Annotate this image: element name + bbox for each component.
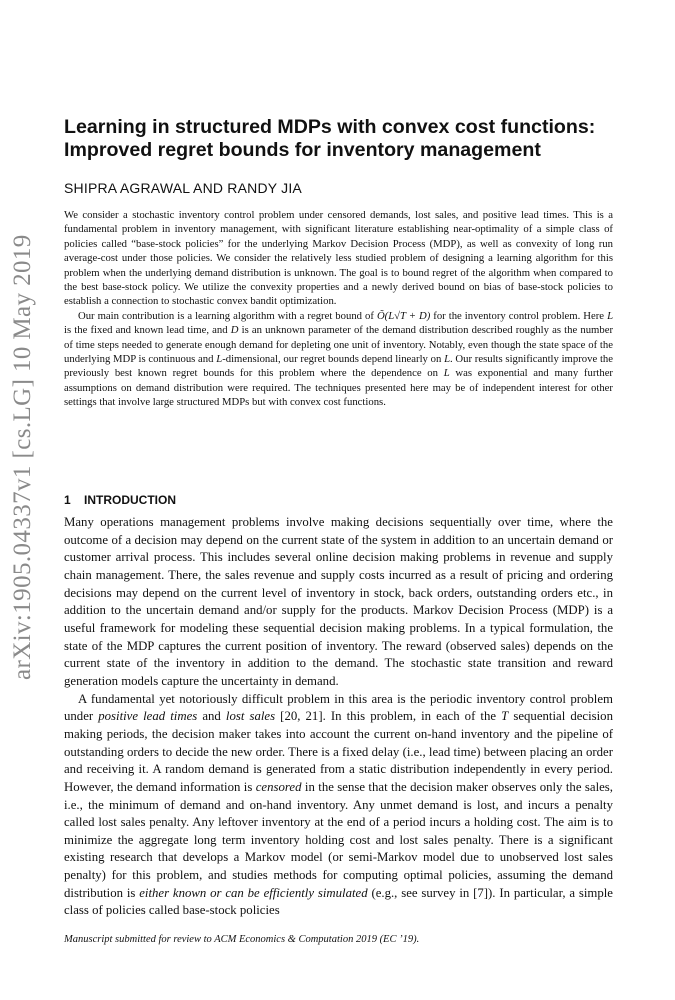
section-number: 1 <box>64 493 71 507</box>
introduction-body <box>64 514 613 920</box>
abstract-text: for the inventory control problem. Here <box>430 309 608 322</box>
math-symbol: L <box>607 309 614 322</box>
body-text: (e.g., see survey in [7]). In particular, a simple class of policies called base-stock policies <box>64 885 613 918</box>
body-text: [20, 21]. In this problem, in each of the <box>275 709 502 724</box>
abstract-text: was exponential and many further assumptions on demand distribution were required. The techniques presented here may be of independent interest for other settings that involve large structured MDPs but with convex cost functions. <box>64 367 613 409</box>
arxiv-identifier[interactable]: arXiv:1905.04337v1 [cs.LG] 10 May 2019 <box>9 234 36 680</box>
body-text: A fundamental yet notoriously difficult problem in this area is the periodic inventory control problem under <box>64 691 613 724</box>
manuscript-footer: Manuscript submitted for review to ACM Economics & Computation 2019 (EC ’19). <box>64 934 420 945</box>
emphasis: lost sales <box>225 709 276 724</box>
abstract-paragraph-2 <box>64 309 613 410</box>
title-line-1: Learning in structured MDPs with convex cost functions: <box>64 116 596 138</box>
abstract-text: -dimensional, our regret bounds depend linearly on <box>222 353 445 366</box>
math-symbol: L <box>444 353 451 366</box>
math-symbol: L <box>443 367 450 380</box>
emphasis: censored <box>255 779 302 794</box>
body-text: and <box>197 709 226 724</box>
regret-bound-formula: Õ(L√T + D) <box>376 309 431 322</box>
authors: SHIPRA AGRAWAL AND RANDY JIA <box>64 180 302 196</box>
abstract <box>64 208 613 410</box>
abstract-text: is the fixed and known lead time, and <box>64 324 231 337</box>
body-text: in the sense that the decision maker observes only the sales, i.e., the minimum of demand and on-hand inventory. Any unmet demand is lost, and incurs a penalty called lost sales penalty. Any leftover inventory at the end of a period incurs a holding cost. The aim is to minimize the aggregate long term inventory holding cost and lost sales penalty. There is a significant existing research that develops a Markov model (or semi-Markov model due to unobserved lost sales penalty) for this problem, and studies methods for computing optimal policies, assuming the demand distribution is <box>64 779 613 900</box>
math-symbol: D <box>230 324 239 337</box>
emphasis: positive lead times <box>98 709 198 724</box>
title-line-2: Improved regret bounds for inventory management <box>64 139 541 161</box>
section-heading-introduction <box>64 493 176 507</box>
math-symbol: L <box>216 353 223 366</box>
body-text: sequential decision making periods, the decision maker takes into account the current on-hand inventory and the pipeline of outstanding orders to decide the new order. There is a fixed delay (i.e., lead time) between placing an order and receiving it. A random demand is generated from a static distribution independently in every period. However, the demand information is <box>64 709 613 794</box>
abstract-paragraph-1: We consider a stochastic inventory control problem under censored demands, lost sales, and positive lead times. This is a fundamental problem in inventory management, with significant literature establishing near-optimality of a simple class of policies called “base-stock policies” for the underlying Markov Decision Process (MDP), as well as convexity of long run average-cost under those policies. We consider the relatively less studied problem of designing a learning algorithm for this problem when the underlying demand distribution is unknown. The goal is to bound regret of the algorithm when compared to the best base-stock policy. We utilize the convexity properties and a newly derived bound on bias of base-stock policies to establish a connection to stochastic convex bandit optimization. <box>64 209 613 308</box>
abstract-text: Our main contribution is a learning algorithm with a regret bound of <box>78 309 377 322</box>
math-symbol: T <box>501 709 509 724</box>
intro-paragraph-2 <box>64 691 613 921</box>
intro-paragraph-1: Many operations management problems involve making decisions sequentially over time, where the outcome of a decision may depend on the current state of the system in addition to an uncertain demand or customer arrival process. This includes several online decision making problems in revenue and supply chain management. There, the sales revenue and supply costs incurred as a result of pricing and ordering decisions may depend on the current level of inventory in stock, back orders, outstanding orders etc., in addition to the uncertain demand and/or supply for the products. Markov Decision Process (MDP) is a useful framework for modeling these sequential decision making problems. In a typical formulation, the state of the MDP captures the current position of inventory. The reward (observed sales) depends on the current state of the inventory in addition to the demand. The stochastic state transition and reward generation models capture the uncertainty in demand. <box>64 515 613 688</box>
abstract-text: . Our results significantly improve the previously best known regret bounds for this problem where the dependence on <box>64 353 613 380</box>
paper-title <box>64 116 624 162</box>
section-title: INTRODUCTION <box>84 493 176 507</box>
abstract-text: is an unknown parameter of the demand distribution described roughly as the number of time steps needed to generate enough demand for depleting one unit of inventory. Notably, even though the state space of the underlying MDP is continuous and <box>64 324 614 366</box>
emphasis: either known or can be efficiently simulated <box>139 885 368 900</box>
